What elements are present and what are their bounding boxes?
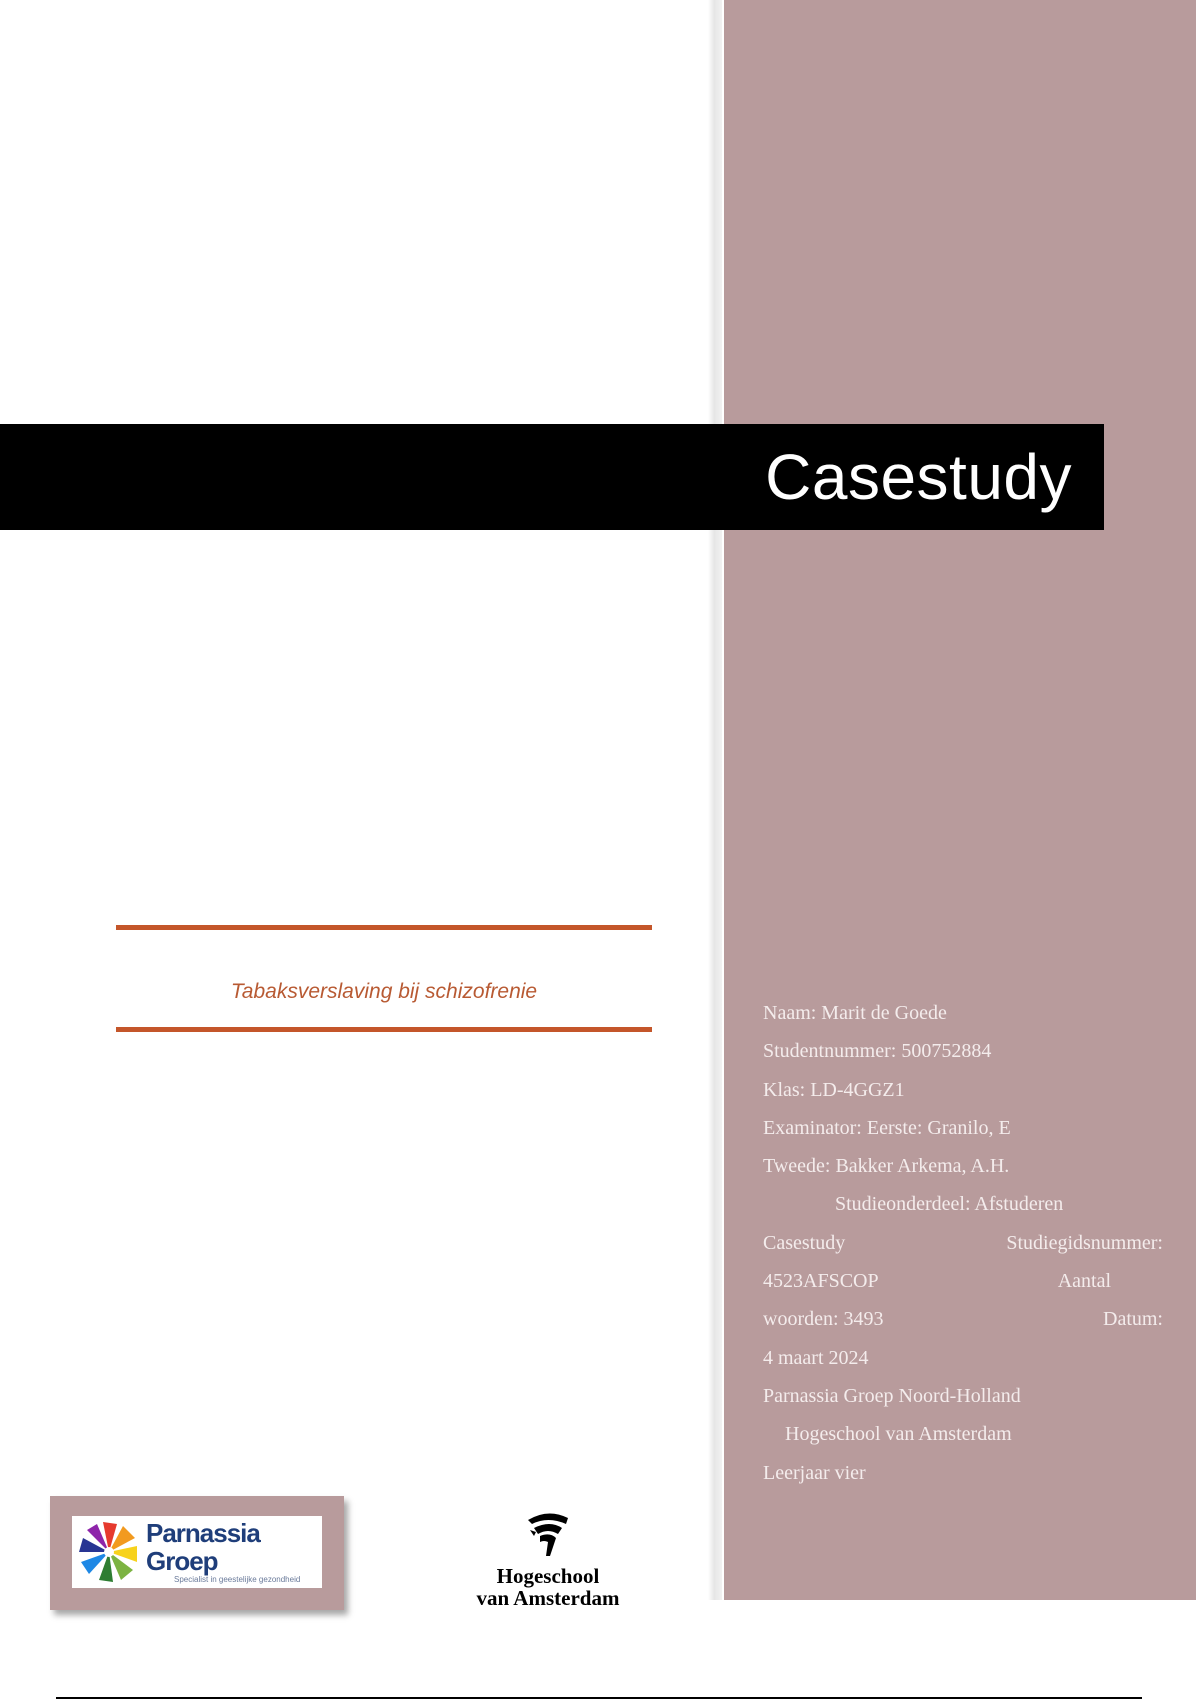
info-row-9-left: woorden: 3493	[763, 1308, 884, 1331]
parnassia-tagline: Specialist in geestelijke gezondheid	[174, 1575, 301, 1584]
info-row-7	[763, 1224, 1163, 1262]
info-naam: Naam: Marit de Goede	[763, 1002, 947, 1024]
subtitle-rule-top	[116, 925, 652, 930]
parnassia-logo-frame	[50, 1496, 344, 1610]
document-subtitle: Tabaksverslaving bij schizofrenie	[230, 980, 538, 1003]
info-row-7-right: Studiegidsnummer:	[1006, 1231, 1163, 1254]
info-tweede: Tweede: Bakker Arkema, A.H.	[763, 1155, 1010, 1178]
document-title: Casestudy	[765, 441, 1072, 513]
info-leerjaar: Leerjaar vier	[763, 1461, 866, 1484]
footer-rule	[56, 1697, 1142, 1699]
info-hogeschool: Hogeschool van Amsterdam	[785, 1423, 1012, 1446]
parnassia-flower-icon	[76, 1519, 142, 1585]
info-studieonderdeel: Studieonderdeel: Afstuderen	[835, 1193, 1064, 1216]
page-divider-strip	[708, 0, 722, 1600]
info-row-8-right: Aantal	[1057, 1270, 1111, 1293]
parnassia-logo	[72, 1516, 322, 1588]
info-examinator: Examinator: Eerste: Granilo, E	[763, 1116, 1011, 1139]
title-bar	[0, 424, 1104, 530]
hva-logo-line-2: van Amsterdam	[476, 1586, 620, 1610]
info-klas: Klas: LD-4GGZ1	[763, 1078, 905, 1101]
hva-emblem-icon	[522, 1510, 574, 1560]
info-organisatie: Parnassia Groep Noord-Holland	[763, 1384, 1021, 1407]
info-studentnummer: Studentnummer: 500752884	[763, 1040, 992, 1063]
parnassia-logo-text: Parnassia Groep	[146, 1518, 260, 1576]
info-row-9	[763, 1300, 1163, 1338]
hva-logo-line-1: Hogeschool	[496, 1564, 600, 1588]
info-row-8	[763, 1262, 1163, 1300]
info-row-9-right: Datum:	[1103, 1308, 1163, 1331]
student-info-block	[763, 994, 1163, 1492]
info-datum: 4 maart 2024	[763, 1346, 869, 1369]
info-row-7-left: Casestudy	[763, 1231, 846, 1254]
subtitle-rule-bottom	[116, 1027, 652, 1032]
info-row-8-left: 4523AFSCOP	[763, 1270, 879, 1293]
hva-logo	[418, 1510, 678, 1618]
